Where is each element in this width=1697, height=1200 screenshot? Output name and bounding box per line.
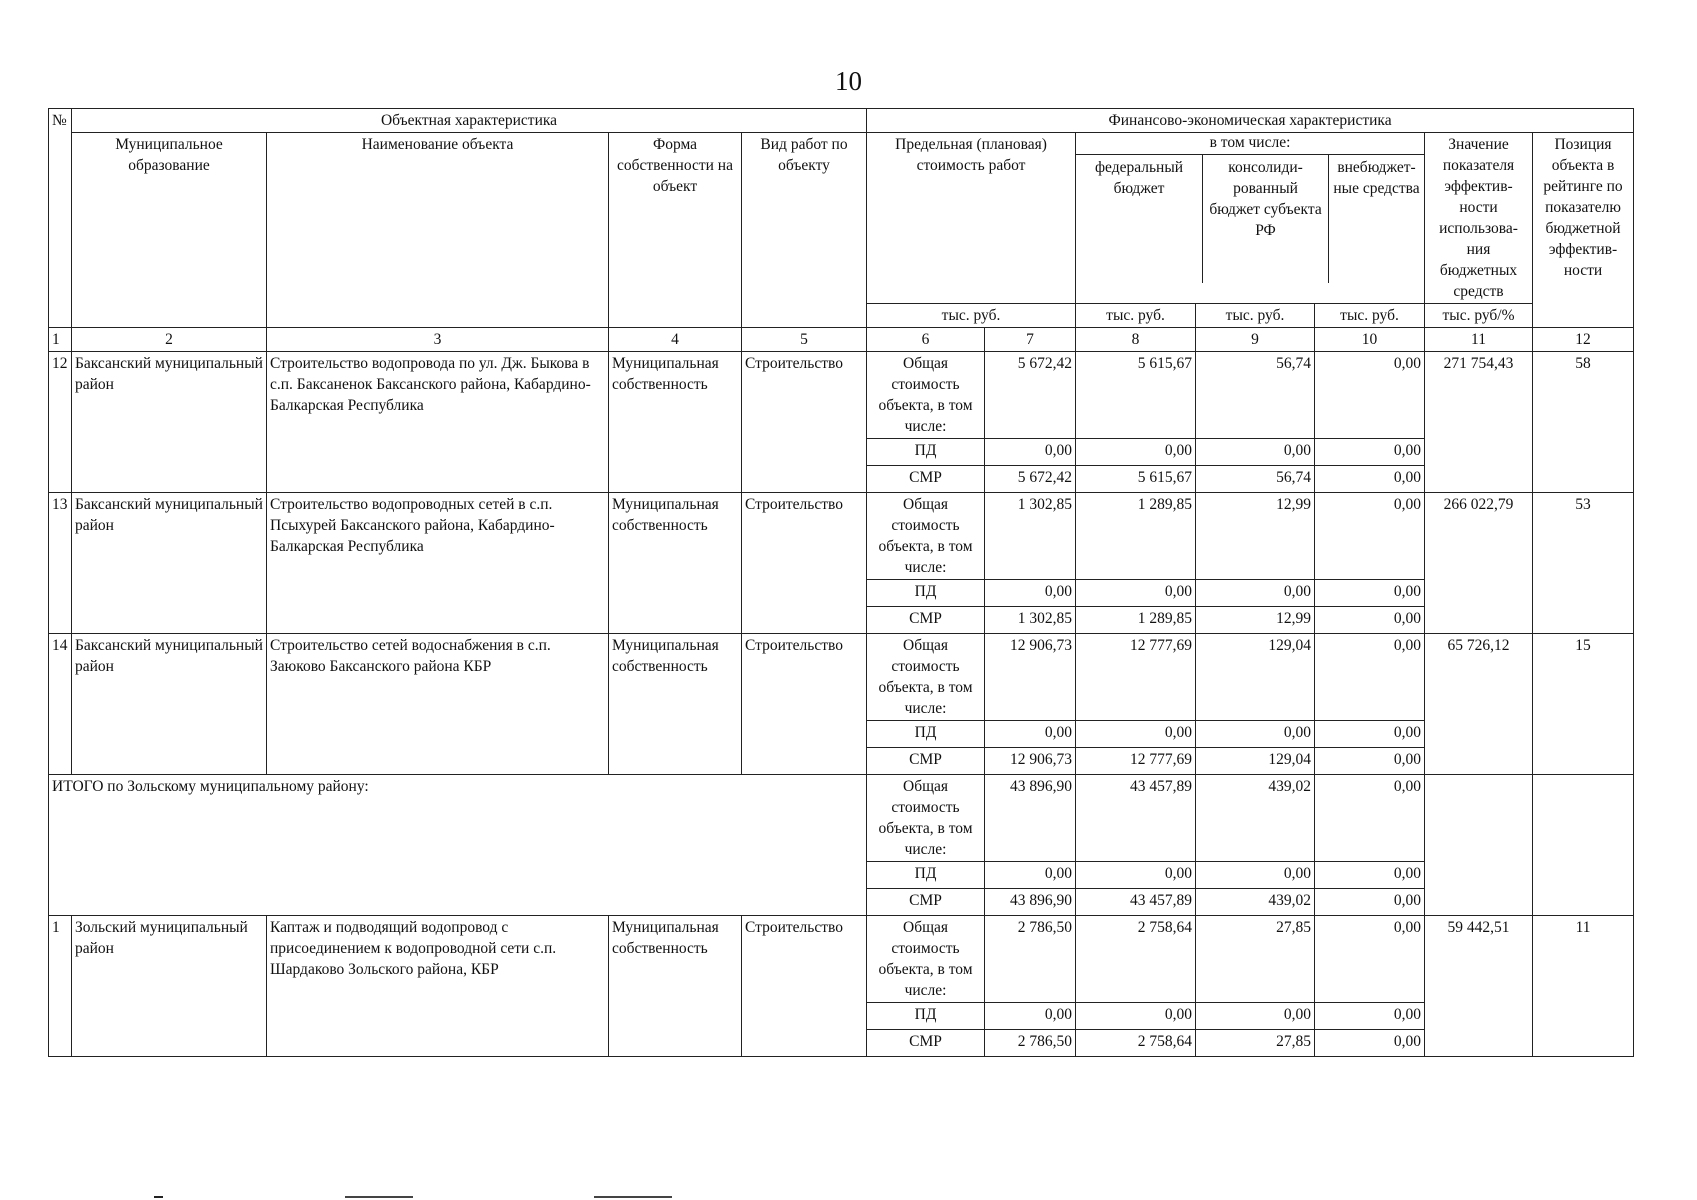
header-ownership: Форма собственности на объект bbox=[609, 133, 742, 328]
row-total-federal: 12 777,69 bbox=[1076, 634, 1196, 721]
row-total-cost: 5 672,42 bbox=[985, 352, 1076, 439]
header-rank: Позиция объекта в рейтинге по показателю бюджетной эффектив-ности bbox=[1533, 133, 1634, 328]
col-number: 2 bbox=[72, 328, 267, 352]
unit-cost: тыс. руб. bbox=[867, 304, 1076, 328]
header-federal-budget: федеральный бюджет bbox=[1076, 155, 1203, 283]
pd-federal: 0,00 bbox=[1076, 862, 1196, 889]
row-number: 12 bbox=[49, 352, 72, 493]
row-total-offbudget: 0,00 bbox=[1315, 493, 1425, 580]
header-work-type: Вид работ по объекту bbox=[742, 133, 867, 328]
pd-label: ПД bbox=[867, 580, 985, 607]
row-total-federal: 2 758,64 bbox=[1076, 916, 1196, 1003]
row-number: 1 bbox=[49, 916, 72, 1057]
scan-mark bbox=[345, 1196, 413, 1198]
header-financial-characteristics: Финансово-экономическая характеристика bbox=[867, 109, 1634, 133]
row-total-consolidated: 129,04 bbox=[1196, 634, 1315, 721]
header-object-name: Наименование объекта bbox=[267, 133, 609, 328]
unit-federal: тыс. руб. bbox=[1076, 304, 1196, 328]
col-number: 9 bbox=[1196, 328, 1315, 352]
row-total-consolidated: 12,99 bbox=[1196, 493, 1315, 580]
header-object-characteristics: Объектная характеристика bbox=[72, 109, 867, 133]
subtotal-rank-empty bbox=[1533, 775, 1634, 916]
row-total-label: Общая стоимость объекта, в том числе: bbox=[867, 634, 985, 721]
row-ownership: Муниципальная собственность bbox=[609, 916, 742, 1057]
row-object-name: Строительство сетей водоснабжения в с.п. Заюково Баксанского района КБР bbox=[267, 634, 609, 775]
col-number: 12 bbox=[1533, 328, 1634, 352]
col-number: 1 bbox=[49, 328, 72, 352]
smr-federal: 43 457,89 bbox=[1076, 889, 1196, 916]
row-object-name: Строительство водопроводных сетей в с.п. Псыхурей Баксанского района, Кабардино-Балкарская Республика bbox=[267, 493, 609, 634]
subtotal-total-cost: 43 896,90 bbox=[985, 775, 1076, 862]
row-object-name: Строительство водопровода по ул. Дж. Быкова в с.п. Баксаненок Баксанского района, Кабардино-Балкарская Республика bbox=[267, 352, 609, 493]
row-municipality: Баксанский муниципальный район bbox=[72, 634, 267, 775]
row-efficiency: 271 754,43 bbox=[1425, 352, 1533, 493]
smr-cost: 12 906,73 bbox=[985, 748, 1076, 775]
pd-federal: 0,00 bbox=[1076, 721, 1196, 748]
header-limit-cost: Предельная (плановая) стоимость работ bbox=[867, 133, 1076, 304]
row-total-consolidated: 27,85 bbox=[1196, 916, 1315, 1003]
smr-federal: 5 615,67 bbox=[1076, 466, 1196, 493]
row-total-consolidated: 56,74 bbox=[1196, 352, 1315, 439]
col-number: 10 bbox=[1315, 328, 1425, 352]
smr-cost: 5 672,42 bbox=[985, 466, 1076, 493]
smr-federal: 2 758,64 bbox=[1076, 1030, 1196, 1057]
pd-offbudget: 0,00 bbox=[1315, 721, 1425, 748]
row-total-cost: 1 302,85 bbox=[985, 493, 1076, 580]
table-row bbox=[49, 634, 1634, 721]
smr-cost: 1 302,85 bbox=[985, 607, 1076, 634]
smr-consolidated: 27,85 bbox=[1196, 1030, 1315, 1057]
row-number: 14 bbox=[49, 634, 72, 775]
pd-cost: 0,00 bbox=[985, 580, 1076, 607]
subtotal-total-consolidated: 439,02 bbox=[1196, 775, 1315, 862]
row-ownership: Муниципальная собственность bbox=[609, 634, 742, 775]
subtotal-row bbox=[49, 775, 1634, 862]
row-ownership: Муниципальная собственность bbox=[609, 493, 742, 634]
col-number: 7 bbox=[985, 328, 1076, 352]
row-total-federal: 1 289,85 bbox=[1076, 493, 1196, 580]
row-total-label: Общая стоимость объекта, в том числе: bbox=[867, 493, 985, 580]
subtotal-total-label: Общая стоимость объекта, в том числе: bbox=[867, 775, 985, 862]
header-offbudget: внебюджет-ные средства bbox=[1333, 159, 1420, 197]
smr-offbudget: 0,00 bbox=[1315, 607, 1425, 634]
row-work-type: Строительство bbox=[742, 916, 867, 1057]
unit-efficiency: тыс. руб/% bbox=[1425, 304, 1533, 328]
pd-cost: 0,00 bbox=[985, 721, 1076, 748]
col-number: 3 bbox=[267, 328, 609, 352]
row-total-cost: 2 786,50 bbox=[985, 916, 1076, 1003]
header-row-groups bbox=[49, 109, 1634, 133]
row-rank: 53 bbox=[1533, 493, 1634, 634]
smr-federal: 1 289,85 bbox=[1076, 607, 1196, 634]
scan-mark bbox=[594, 1196, 672, 1198]
row-efficiency: 59 442,51 bbox=[1425, 916, 1533, 1057]
pd-consolidated: 0,00 bbox=[1196, 1003, 1315, 1030]
row-total-label: Общая стоимость объекта, в том числе: bbox=[867, 916, 985, 1003]
col-number: 6 bbox=[867, 328, 985, 352]
pd-label: ПД bbox=[867, 862, 985, 889]
row-total-offbudget: 0,00 bbox=[1315, 634, 1425, 721]
smr-label: СМР bbox=[867, 1030, 985, 1057]
smr-offbudget: 0,00 bbox=[1315, 748, 1425, 775]
pd-cost: 0,00 bbox=[985, 862, 1076, 889]
row-municipality: Зольский муниципальный район bbox=[72, 916, 267, 1057]
scan-mark bbox=[154, 1196, 163, 1198]
row-total-offbudget: 0,00 bbox=[1315, 352, 1425, 439]
pd-offbudget: 0,00 bbox=[1315, 862, 1425, 889]
pd-consolidated: 0,00 bbox=[1196, 862, 1315, 889]
unit-offbudget: тыс. руб. bbox=[1315, 304, 1425, 328]
smr-label: СМР bbox=[867, 748, 985, 775]
smr-consolidated: 129,04 bbox=[1196, 748, 1315, 775]
subtotal-efficiency-empty bbox=[1425, 775, 1533, 916]
smr-federal: 12 777,69 bbox=[1076, 748, 1196, 775]
row-efficiency: 266 022,79 bbox=[1425, 493, 1533, 634]
budget-efficiency-table bbox=[48, 108, 1634, 1057]
smr-cost: 2 786,50 bbox=[985, 1030, 1076, 1057]
row-work-type: Строительство bbox=[742, 634, 867, 775]
pd-federal: 0,00 bbox=[1076, 439, 1196, 466]
row-rank: 58 bbox=[1533, 352, 1634, 493]
header-including-label: в том числе: bbox=[1076, 133, 1424, 155]
header-municipality: Муниципальное образование bbox=[72, 133, 267, 328]
row-work-type: Строительство bbox=[742, 493, 867, 634]
row-total-offbudget: 0,00 bbox=[1315, 916, 1425, 1003]
subtotal-total-offbudget: 0,00 bbox=[1315, 775, 1425, 862]
pd-label: ПД bbox=[867, 721, 985, 748]
table-row bbox=[49, 916, 1634, 1003]
smr-label: СМР bbox=[867, 889, 985, 916]
row-work-type: Строительство bbox=[742, 352, 867, 493]
col-number: 5 bbox=[742, 328, 867, 352]
smr-offbudget: 0,00 bbox=[1315, 889, 1425, 916]
subtotal-total-federal: 43 457,89 bbox=[1076, 775, 1196, 862]
smr-offbudget: 0,00 bbox=[1315, 466, 1425, 493]
pd-label: ПД bbox=[867, 439, 985, 466]
header-efficiency: Значение показателя эффектив-ности использова-ния бюджетных средств bbox=[1425, 133, 1533, 304]
row-municipality: Баксанский муниципальный район bbox=[72, 493, 267, 634]
column-numbers-row bbox=[49, 328, 1634, 352]
pd-consolidated: 0,00 bbox=[1196, 721, 1315, 748]
pd-consolidated: 0,00 bbox=[1196, 580, 1315, 607]
smr-cost: 43 896,90 bbox=[985, 889, 1076, 916]
pd-federal: 0,00 bbox=[1076, 1003, 1196, 1030]
row-municipality: Баксанский муниципальный район bbox=[72, 352, 267, 493]
header-including bbox=[1076, 133, 1425, 304]
smr-label: СМР bbox=[867, 607, 985, 634]
pd-consolidated: 0,00 bbox=[1196, 439, 1315, 466]
row-total-label: Общая стоимость объекта, в том числе: bbox=[867, 352, 985, 439]
col-number: 8 bbox=[1076, 328, 1196, 352]
table-row bbox=[49, 352, 1634, 439]
col-number: 4 bbox=[609, 328, 742, 352]
row-efficiency: 65 726,12 bbox=[1425, 634, 1533, 775]
header-consolidated-budget: консолиди-рованный бюджет субъекта РФ bbox=[1203, 155, 1329, 283]
smr-consolidated: 12,99 bbox=[1196, 607, 1315, 634]
pd-offbudget: 0,00 bbox=[1315, 580, 1425, 607]
pd-cost: 0,00 bbox=[985, 1003, 1076, 1030]
smr-consolidated: 56,74 bbox=[1196, 466, 1315, 493]
row-object-name: Каптаж и подводящий водопровод с присоединением к водопроводной сети с.п. Шардаково Зольского района, КБР bbox=[267, 916, 609, 1057]
pd-offbudget: 0,00 bbox=[1315, 439, 1425, 466]
row-ownership: Муниципальная собственность bbox=[609, 352, 742, 493]
row-total-federal: 5 615,67 bbox=[1076, 352, 1196, 439]
smr-consolidated: 439,02 bbox=[1196, 889, 1315, 916]
pd-label: ПД bbox=[867, 1003, 985, 1030]
row-rank: 11 bbox=[1533, 916, 1634, 1057]
page-number: 10 bbox=[835, 66, 862, 96]
header-row-columns bbox=[49, 133, 1634, 304]
subtotal-label: ИТОГО по Зольскому муниципальному району: bbox=[49, 775, 867, 916]
row-number: 13 bbox=[49, 493, 72, 634]
header-num: № bbox=[49, 109, 72, 328]
row-rank: 15 bbox=[1533, 634, 1634, 775]
col-number: 11 bbox=[1425, 328, 1533, 352]
pd-cost: 0,00 bbox=[985, 439, 1076, 466]
smr-label: СМР bbox=[867, 466, 985, 493]
pd-offbudget: 0,00 bbox=[1315, 1003, 1425, 1030]
unit-consolidated: тыс. руб. bbox=[1196, 304, 1315, 328]
pd-federal: 0,00 bbox=[1076, 580, 1196, 607]
smr-offbudget: 0,00 bbox=[1315, 1030, 1425, 1057]
row-total-cost: 12 906,73 bbox=[985, 634, 1076, 721]
table-row bbox=[49, 493, 1634, 580]
